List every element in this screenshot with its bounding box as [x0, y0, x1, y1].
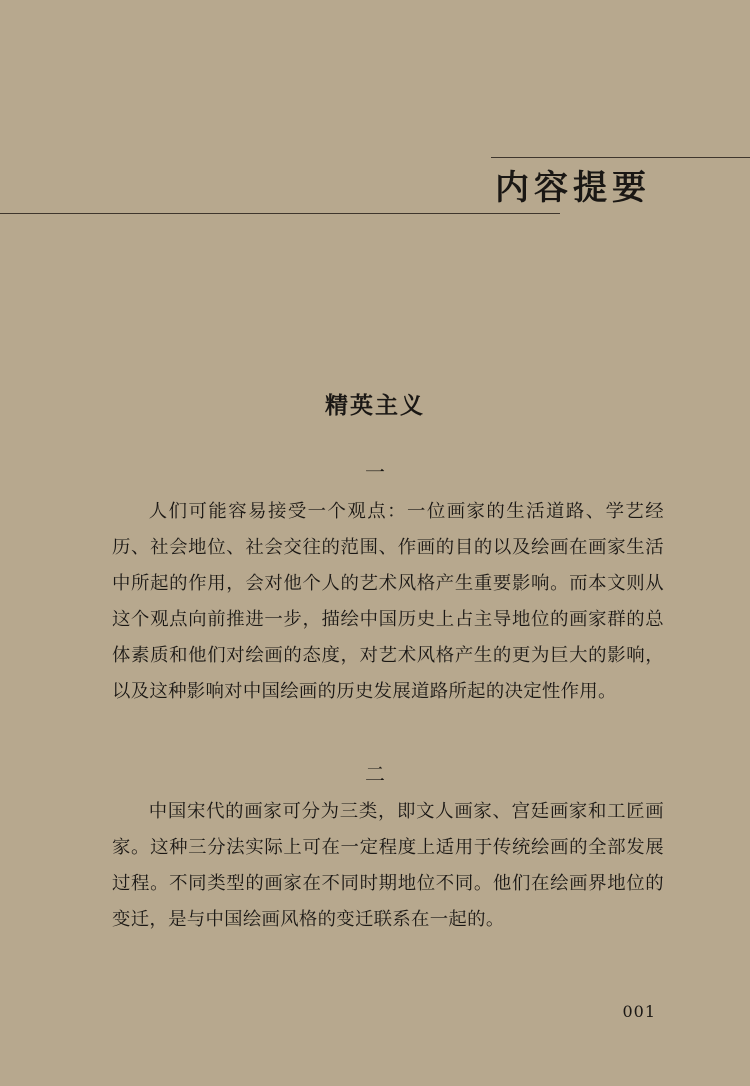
- chapter-title: 内容提要: [495, 168, 651, 208]
- section-number-1: 一: [365, 460, 385, 484]
- page-number: 001: [622, 1002, 656, 1021]
- header-rule-bottom: [0, 213, 560, 214]
- paragraph-1: 人们可能容易接受一个观点：一位画家的生活道路、学艺经历、社会地位、社会交往的范围、作画的目的以及绘画在画家生活中所起的作用，会对他个人的艺术风格产生重要影响。而本文则从这个观点向前推进一步，描绘中国历史上占主导地位的画家群的总体素质和他们对绘画的态度，对艺术风格产生的更为巨大的影响，以及这种影响对中国绘画的历史发展道路所起的决定性作用。: [112, 501, 664, 702]
- header-rule-top: [491, 157, 750, 158]
- section-title: 精英主义: [325, 393, 425, 419]
- section-number-2: 二: [365, 762, 385, 786]
- paragraph-2: 中国宋代的画家可分为三类，即文人画家、宫廷画家和工匠画家。这种三分法实际上可在一定程度上适用于传统绘画的全部发展过程。不同类型的画家在不同时期地位不同。他们在绘画界地位的变迁，是与中国绘画风格的变迁联系在一起的。: [112, 801, 664, 930]
